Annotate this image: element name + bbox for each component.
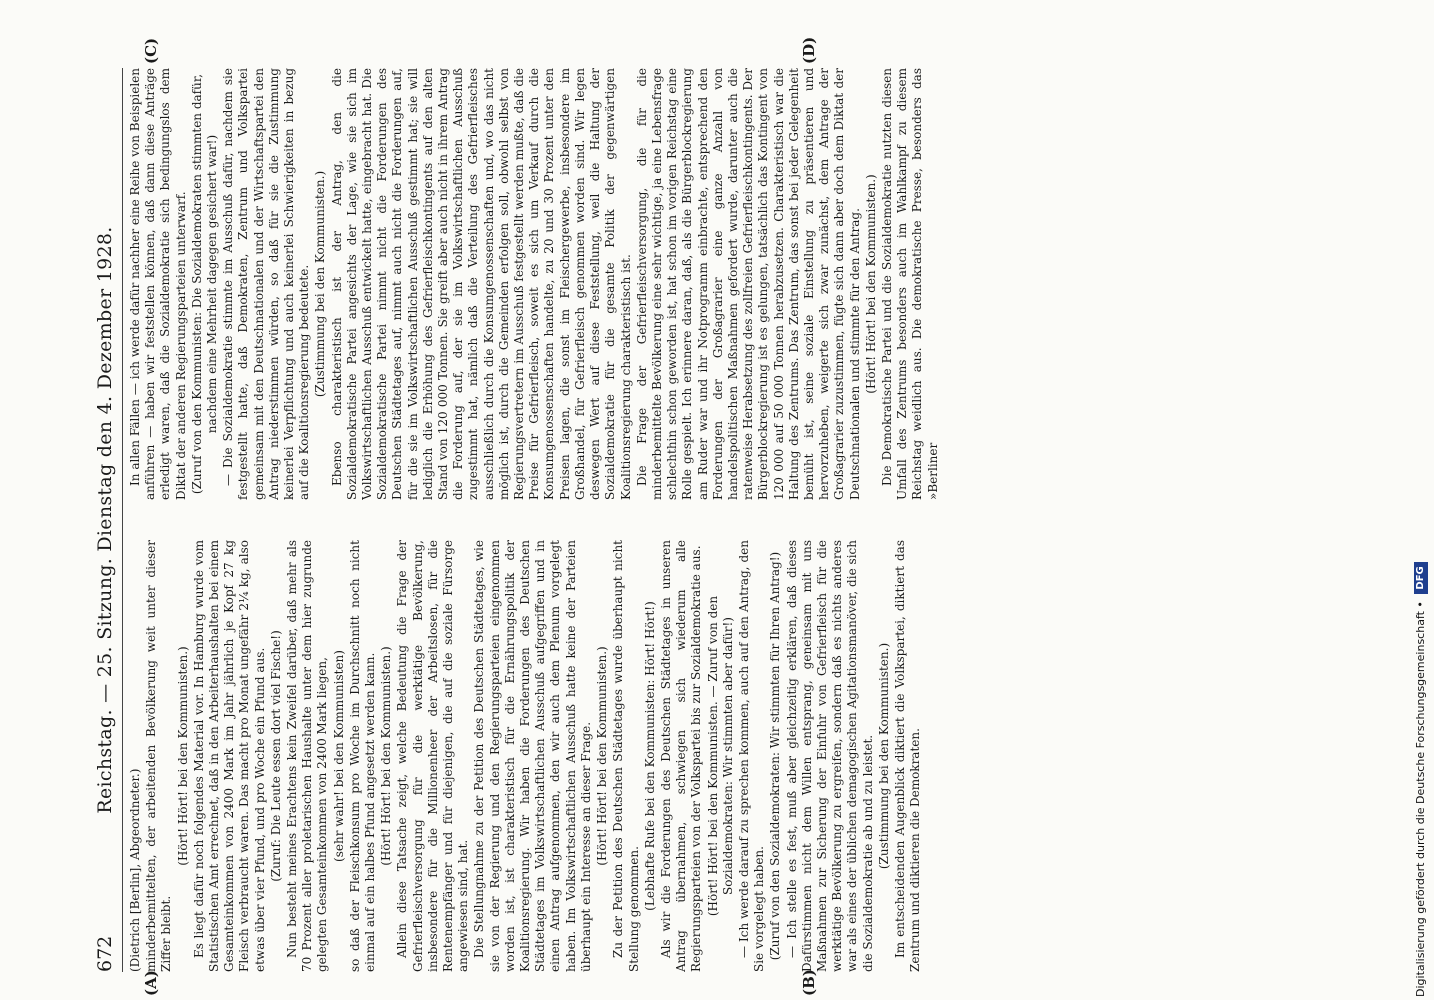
running-title: Reichstag. — 25. Sitzung. Dienstag den 4. Dezember 1928. bbox=[94, 226, 116, 814]
paragraph: Ebenso charakteristisch ist der Antrag, den die Sozialdemokratische Partei angesichts der Lage, wie sie sich im Volkswirtschaftlichen Ausschuß entwickelt hatte, eingebracht hat. Die Sozialdemokratische Partei nimmt nicht die Forderungen des Deutschen Städtetages auf, nimmt auch nicht die Forderungen auf, für die sie im Volkswirtschaftlichen Ausschuß gestimmt hat; sie will lediglich die Erhöhung des Gefrierfleischkontingents auf den alten Stand von 120 000 Tonnen. Sie greift aber auch nicht in ihrem Antrag die Forderung auf, der sie im Volkswirtschaftlichen Ausschuß zugestimmt hat, nämlich daß die Verteilung des Gefrierfleisches ausschließlich durch die Konsumgenossenschaften und, wo das nicht möglich ist, durch die Gemeinden erfolgen soll, obwohl selbst von Regierungsvertretern im Ausschuß festgestellt werden mußte, daß die Preise für Gefrierfleisch, soweit es sich um Verkauf durch die Konsumgenossenschaften handelte, zu 20 und 30 Prozent unter den Preisen lagen, die sonst im Fleischergewerbe, insbesondere im Großhandel, für Gefrierfleisch genommen worden sind. Wir legen deswegen Wert auf diese Feststellung, weil die Haltung der Sozialdemokratie für die gesamte Politik der gegenwärtigen Koalitionsregierung charakteristisch ist. bbox=[329, 68, 633, 500]
paragraph: In allen Fällen — ich werde dafür nachher eine Reihe von Beispielen anführen — haben wir feststellen können, daß dann diese Anträge erledigt waren, daß die Sozialdemokratie sich bedingungslos dem Diktat der anderen Regierungsparteien unterwarf. bbox=[128, 68, 188, 500]
left-column bbox=[128, 540, 1413, 972]
paragraph: so daß der Fleischkonsum pro Woche im Durchschnitt noch nicht einmal auf ein halbes Pfund angesetzt werden kann. bbox=[347, 540, 378, 972]
interjection: (Hört! Hört! bei den Kommunisten.) bbox=[595, 646, 610, 866]
paragraph: Nun besteht meines Erachtens kein Zweifel darüber, daß mehr als 70 Prozent aller proletarischen Haushalte unter dem hier zugrunde gelegten Gesamteinkommen von 2400 Mark liegen, bbox=[285, 540, 330, 972]
imprint-text: Digitalisierung gefördert durch die Deutsche Forschungsgemeinschaft • bbox=[1414, 601, 1427, 997]
interjection: (Lebhafte Rufe bei den Kommunisten: Hört! Hört!) bbox=[642, 601, 657, 911]
paragraph: Zu der Petition des Deutschen Städtetages wurde überhaupt nicht Stellung genommen. bbox=[611, 540, 641, 972]
paragraph: Allein diese Tatsache zeigt, welche Bedeutung die Frage der Gefrierfleischversorgung für die werktätige Bevölkerung, insbesondere für die Millionenheer der Arbeitslosen, für die Rentenempfänger und für diejenigen, die auf die soziale Fürsorge angewiesen sind, hat. bbox=[395, 540, 471, 972]
header-rule bbox=[122, 68, 123, 972]
paragraph: — Ich werde darauf zu sprechen kommen, auch auf den Antrag, den Sie vorgelegt haben. bbox=[736, 540, 767, 972]
interjection: (sehr wahr! bei den Kommunisten) bbox=[331, 650, 346, 862]
dfg-logo-icon: DFG bbox=[1414, 562, 1428, 593]
paragraph: Die Frage der Gefrierfleischversorgung, die für die minderbemittelte Bevölkerung eine sehr wichtige, ja eine Lebensfrage schlechthin schon geworden ist, hat schon im vorigen Reichstag eine Rolle gespielt. Ich erinnere daran, daß, als die Bürgerblockregierung am Ruder war und ihr Notprogramm einbrachte, entsprechend den Forderungen der Großagrarier eine ganze Anzahl von handelspolitischen Maßnahmen gefordert wurde, darunter auch die ratenweise Herabsetzung des zollfreien Gefrierfleischkontingents. Der Bürgerblockregierung ist es gelungen, tatsächlich das Kontingent von 120 000 auf 50 000 Tonnen herabzusetzen. Charakteristisch war die Haltung des Zentrums. Das Zentrum, das sonst bei jeder Gelegenheit bemüht ist, seine soziale Einstellung zu präsentieren und hervorzuheben, weigerte sich zwar zunächst, dem Antrage der Großagrarier zuzustimmen, fügte sich dann aber doch dem Diktat der Deutschnationalen und stimmte für den Antrag. bbox=[634, 68, 862, 500]
interjection: (Hört! Hört! bei den Kommunisten.) bbox=[379, 646, 394, 866]
paragraph: — Ich stelle es fest, muß aber gleichzeitig erklären, daß dieses Dafürstimmen nicht dem Willen entsprang, geneinsam mit uns Maßnahmen zur Sicherung der Einfuhr von Gefrierfleisch für die werktätige Bevölkerung zu ergreifen, sondern daß es nichts anderes war als eines der üblichen demagogischen Agitationsmanöver, die sich die Sozialdemokratie ab und zu leistet. bbox=[784, 540, 875, 972]
paragraph: Es liegt dafür noch folgendes Material vor. In Hamburg wurde vom Statistischen Amt errechnet, daß in den Arbeiterhaushalten bei einem Gesamteinkommen von 2400 Mark im Jahr jährlich je Kopf 27 kg Fleisch verbraucht waren. Das macht pro Monat ungefähr 2¼ kg, also etwas über vier Pfund, und pro Woche ein Pfund aus. bbox=[191, 540, 267, 972]
page-number: 672 bbox=[94, 935, 116, 972]
paragraph: Als wir die Forderungen des Deutschen Städtetages in unseren Antrag übernahmen, schwiegen sich wiederum alle Regierungsparteien von der Volkspartei bis zur Sozialdemokratie aus. bbox=[658, 540, 704, 972]
margin-mark-b: (B) bbox=[800, 969, 818, 996]
paragraph: Die Demokratische Partei und die Sozialdemokratie nutzten diesen Umfall des Zentrums besonders auch im Wahlkampf zu diesem Reichstag weidlich aus. Die demokratische Presse, besonders das »Berliner bbox=[879, 68, 940, 500]
right-column bbox=[128, 68, 1413, 500]
interjection: (Zuruf: Die Leute essen dort viel Fische!) bbox=[268, 630, 283, 882]
interjection: (Zustimmung bei den Kommunisten.) bbox=[876, 642, 891, 870]
margin-mark-d: (D) bbox=[800, 36, 818, 64]
dfg-imprint bbox=[1412, 7, 1430, 997]
margin-mark-a: (A) bbox=[142, 970, 160, 996]
interjection: (Hört! Hört! bei den Kommunisten. — Zuruf von den Sozialdemokraten: Wir stimmten aber dafür!) bbox=[705, 595, 735, 917]
paragraph: — Die Sozialdemokratie stimmte im Ausschuß dafür, nachdem sie festgestellt hatte, daß Demokraten, Zentrum und Volkspartei gemeinsam mit den Deutschnationalen und der Wirtschaftspartei den Antrag niederstimmen würden, so daß für sie die Zustimmung keinerlei Verpflichtung und auch keinerlei Schwierigkeiten in bezug auf die Koalitionsregierung bedeutete. bbox=[221, 68, 312, 500]
margin-mark-c: (C) bbox=[142, 37, 160, 64]
interjection: (Hört! Hört! bei den Kommunisten.) bbox=[175, 646, 190, 866]
paragraph: Im entscheidenden Augenblick diktiert die Volkspartei, diktiert das Zentrum und diktieren die Demokraten. bbox=[892, 540, 923, 972]
paragraph: (Dietrich [Berlin], Abgeordneter.) bbox=[128, 768, 142, 972]
interjection: (Zustimmung bei den Kommunisten.) bbox=[313, 170, 328, 398]
page-header bbox=[90, 68, 120, 972]
paragraph: minderbemittelten, der arbeitenden Bevölkerung weit unter dieser Ziffer bleibt. bbox=[144, 540, 174, 972]
interjection: (Zuruf von den Sozialdemokraten: Wir stimmten für Ihren Antrag!) bbox=[768, 551, 783, 961]
interjection: (Hört! Hört! bei den Kommunisten.) bbox=[863, 174, 878, 394]
paragraph: Die Stellungnahme zu der Petition des Deutschen Städtetages, wie sie von der Regierung und den Regierungsparteien eingenommen worden ist, ist charakteristisch für die Ernährungspolitik der Koalitionsregierung. Wir haben die Forderungen des Deutschen Städtetages im Volkswirtschaftlichen Ausschuß aufgegriffen und in einen Antrag aufgenommen, den wir auch dem Plenum vorgelegt haben. Im Volkswirtschaftlichen Ausschuß hatte keine der Parteien überhaupt ein Interesse an dieser Frage. bbox=[472, 540, 593, 972]
rotated-page bbox=[80, 36, 1420, 1000]
interjection: (Zuruf von den Kommunisten: Die Sozialdemokraten stimmten dafür, nachdem eine Mehrheit dagegen gesichert war!) bbox=[189, 73, 220, 495]
